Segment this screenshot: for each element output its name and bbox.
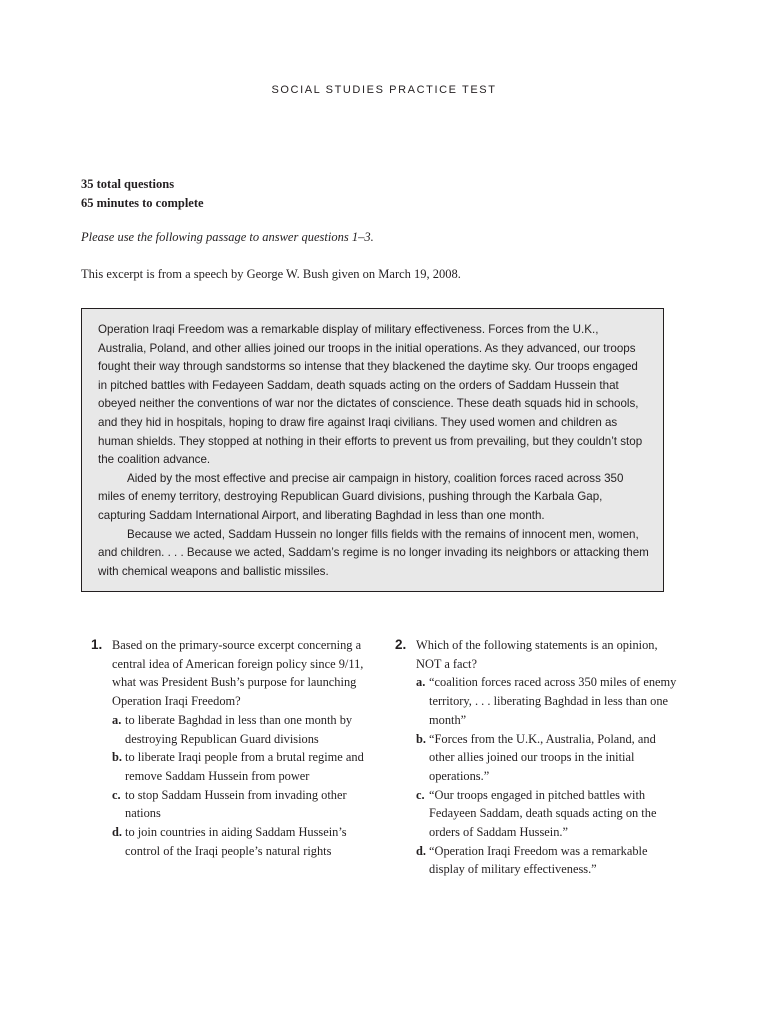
question-number: 2. (395, 637, 407, 652)
passage-paragraph: Operation Iraqi Freedom was a remarkable display of military effectiveness. Forces from the U.K., Australia, Poland, and other allies joined our troops in the initial operations. As they advanced, our troops fought their way through sandstorms so intense that they blackened the daytime sky. Our troops engaged in pitched battles with Fedayeen Saddam, death squads acting on the orders of Saddam Hussein that obeyed neither the conventions of war nor the dictates of conscience. These death squads hid in schools, and they hid in hospitals, hoping to draw fire against Iraqi civilians. They used women and children as human shields. They stopped at nothing in their efforts to prevent us from prevailing, but they couldn’t stop the coalition advance. (98, 323, 643, 467)
answer-option-d[interactable] (416, 842, 681, 879)
question-2 (395, 636, 681, 879)
option-letter: c. (112, 787, 121, 802)
option-text: “coalition forces raced across 350 miles of enemy territory, . . . liberating Baghdad in less than one month” (429, 675, 677, 727)
answer-option-a[interactable] (416, 673, 681, 729)
option-text: to liberate Baghdad in less than one month by destroying Republican Guard divisions (125, 712, 353, 746)
answer-options (91, 711, 376, 861)
option-text: “Forces from the U.K., Australia, Poland, and other allies joined our troops in the initial operations.” (429, 731, 656, 783)
question-stem: Based on the primary-source excerpt concerning a central idea of American foreign policy since 9/11, what was President Bush’s purpose for launching Operation Iraqi Freedom? (112, 638, 364, 709)
option-text: to join countries in aiding Saddam Hussein’s control of the Iraqi people’s natural rights (125, 825, 347, 858)
option-letter: b. (112, 750, 122, 765)
passage-paragraph: Because we acted, Saddam Hussein no longer fills fields with the remains of innocent men, women, and children. . . . Because we acted, Saddam’s regime is no longer invading its neighbors or attacking them with chemical weapons and ballistic missiles. (98, 527, 649, 578)
question-number: 1. (91, 637, 103, 652)
answer-option-a[interactable] (112, 711, 376, 748)
passage-paragraph: Aided by the most effective and precise air campaign in history, coalition forces raced across 350 miles of enemy territory, destroying Republican Guard divisions, pushing through the Karbala Gap, capturing Saddam International Airport, and liberating Baghdad in less than one month. (98, 471, 624, 522)
time-limit: 65 minutes to complete (81, 196, 204, 210)
answer-option-b[interactable] (112, 748, 376, 785)
option-letter: a. (416, 675, 426, 690)
option-letter: d. (416, 843, 426, 858)
passage-box (81, 308, 664, 592)
total-questions: 35 total questions (81, 177, 175, 191)
option-text: “Operation Iraqi Freedom was a remarkable display of military effectiveness.” (429, 843, 648, 877)
option-text: to stop Saddam Hussein from invading other nations (125, 787, 347, 821)
option-letter: c. (416, 787, 425, 802)
option-text: to liberate Iraqi people from a brutal regime and remove Saddam Hussein from power (125, 750, 364, 783)
source-note: This excerpt is from a speech by George W. Bush given on March 19, 2008. (81, 267, 461, 281)
answer-option-d[interactable] (112, 823, 376, 860)
instructions: Please use the following passage to answer questions 1–3. (81, 230, 374, 244)
question-1 (91, 636, 376, 860)
answer-option-c[interactable] (112, 786, 376, 823)
question-stem: Which of the following statements is an opinion, NOT a fact? (416, 638, 658, 671)
option-letter: b. (416, 731, 426, 746)
answer-option-c[interactable] (416, 786, 681, 842)
option-letter: d. (112, 825, 122, 840)
answer-options (395, 673, 681, 879)
option-letter: a. (112, 712, 122, 727)
test-info (81, 175, 204, 213)
page-header: SOCIAL STUDIES PRACTICE TEST (271, 84, 497, 96)
option-text: “Our troops engaged in pitched battles with Fedayeen Saddam, death squads acting on the orders of Saddam Hussein.” (429, 787, 657, 840)
answer-option-b[interactable] (416, 730, 681, 786)
